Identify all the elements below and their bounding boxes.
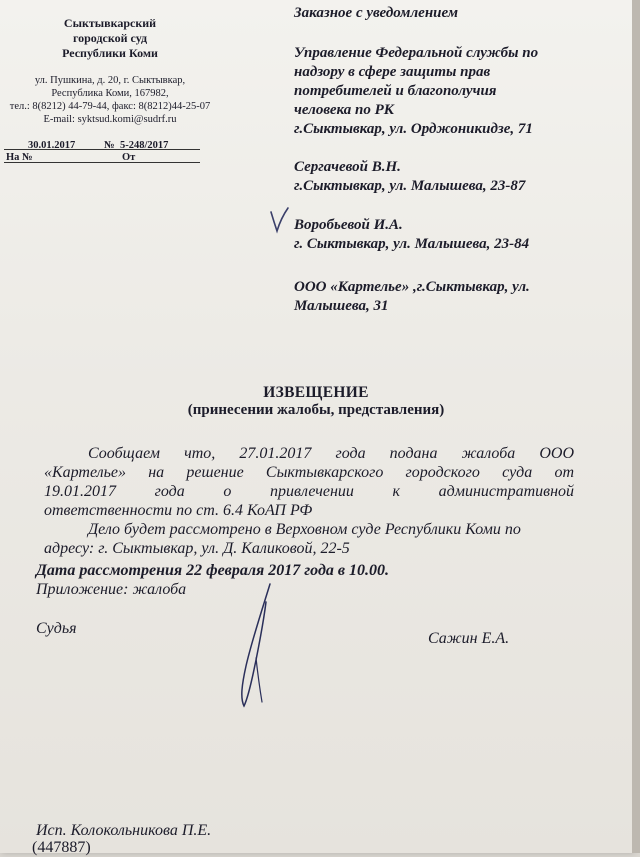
registration-date: 30.01.2017	[28, 140, 76, 151]
divider	[4, 149, 200, 150]
notice-paragraph-2: Дело будет рассмотрено в Верховном суде Республики Коми по адресу: г. Сыктывкар, ул. Д. Каликовой, 22-5	[44, 521, 521, 557]
registered-mail-note: Заказное с уведомлением	[294, 5, 459, 21]
addressee-office: Управление Федеральной службы по надзору в сфере защиты прав потребителей и благополучия человека по РК г.Сыктывкар, ул. Орджоникидзе, 71	[294, 45, 539, 137]
reference-date-label: От	[122, 152, 136, 163]
addressee-sergacheva: Сергачевой В.Н. г.Сыктывкар, ул. Малышева, 23-87	[294, 159, 526, 194]
attachment-note: Приложение: жалоба	[36, 581, 187, 598]
addressee-vorobyeva: Воробьевой И.А. г. Сыктывкар, ул. Малышева, 23-84	[294, 217, 530, 252]
executor-name: Исп. Колокольникова П.Е.	[36, 822, 212, 839]
hearing-date: Дата рассмотрения 22 февраля 2017 года в 10.00.	[36, 562, 390, 579]
reference-number-label: На №	[6, 152, 33, 163]
judge-name: Сажин Е.А.	[428, 630, 510, 647]
court-name: Сыктывкарский городской суд Республики Коми	[62, 16, 158, 60]
notice-title: ИЗВЕЩЕНИЕ	[263, 384, 369, 401]
judge-label: Судья	[36, 620, 77, 637]
divider	[4, 162, 200, 163]
background-surface	[632, 0, 640, 853]
court-address: ул. Пушкина, д. 20, г. Сыктывкар, Республика Коми, 167982, тел.: 8(8212) 44-79-44, факс: 8(8212)44-25-07 E-mail: syktsud.komi@sudrf.ru	[9, 75, 211, 125]
notice-subtitle: (принесении жалобы, представления)	[187, 402, 445, 418]
notice-paragraph-1: Сообщаем что, 27.01.2017 года подана жалоба ООО «Картелье» на решение Сыктывкарского городского суда от 19.01.2017 года о привлечении к административной ответственности по ст. 6.4 КоАП РФ	[44, 445, 574, 519]
addressee-ooo: ООО «Картелье» ,г.Сыктывкар, ул. Малышева, 31	[294, 279, 530, 314]
registration-number: 5-248/2017	[120, 140, 169, 151]
check-mark-icon	[268, 206, 290, 234]
registration-number-label: №	[104, 140, 115, 151]
registration-block	[4, 140, 204, 164]
executor-phone: (447887)	[32, 839, 91, 856]
signature	[226, 580, 286, 710]
